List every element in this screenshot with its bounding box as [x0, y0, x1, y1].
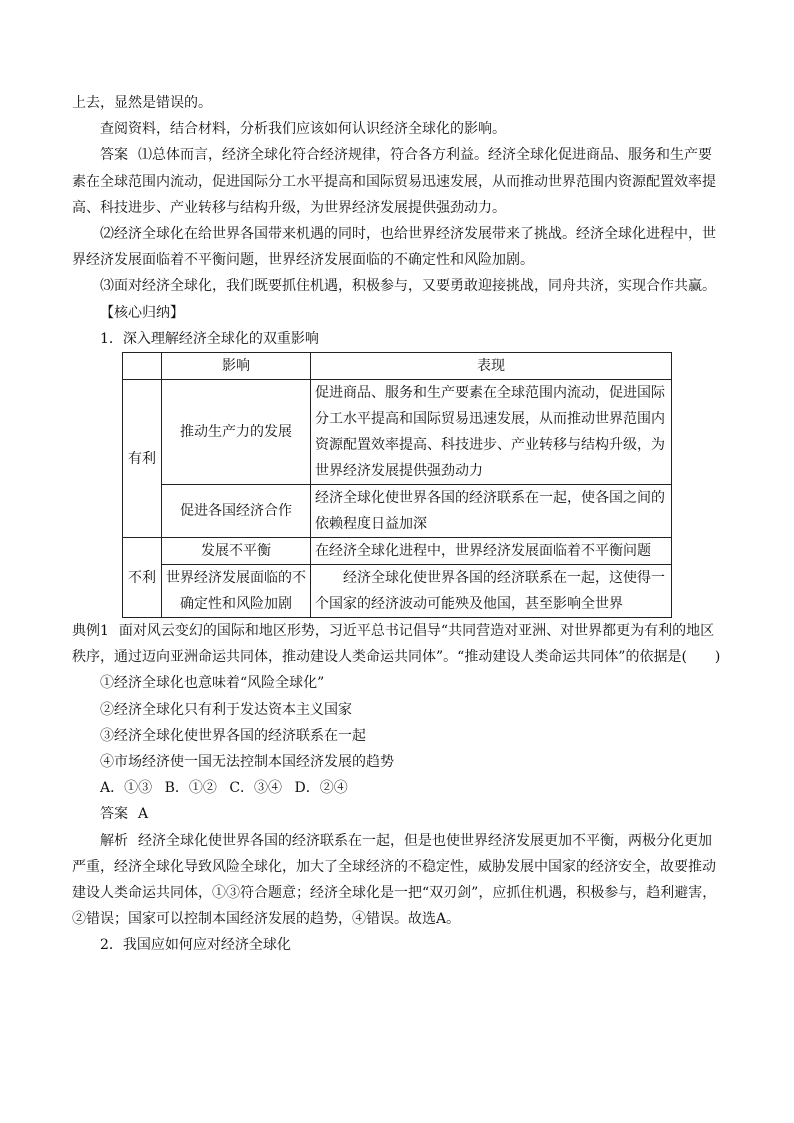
unfavorable-label: 不利: [123, 538, 162, 618]
favorable-label: 有利: [123, 380, 162, 538]
analysis-label: 解析: [100, 832, 128, 849]
table-cell-aspect: 发展不平衡: [162, 538, 311, 565]
table-cell-desc: 促进商品、服务和生产要素在全球范围内流动，促进国际分工水平提高和国际贸易迅速发展，从而推动世界范围内资源配置效率提高、科技进步、产业转移与结构升级，为世界经济发展提供强劲动力: [311, 380, 672, 485]
table-cell-desc: 经济全球化使世界各国的经济联系在一起，使各国之间的依赖程度日益加深: [311, 485, 672, 538]
answer-choices: [72, 775, 724, 801]
answer-paragraph-3: ⑶面对经济全球化，我们既要抓住机遇，积极参与，又要勇敢迎接挑战，同舟共济，实现合作共赢。: [100, 278, 716, 295]
example-label: 典例1: [72, 623, 109, 640]
choice-d: D．②④: [294, 780, 348, 797]
option-2: ②经济全球化只有利于发达资本主义国家: [100, 701, 352, 718]
table-row: [123, 538, 672, 565]
answer-text-1: ⑴总体而言，经济全球化符合经济规律，符合各方利益。经济全球化促进商品、服务和生产要素在全球范围内流动，促进国际分工水平提高和国际贸易迅速发展，从而推动世界范围内资源配置效率提高、科技进步、产业转移与结构升级，为世界经济发展提供强劲动力。: [72, 147, 716, 216]
table-cell-desc: 经济全球化使世界各国的经济联系在一起，这使得一个国家的经济波动可能殃及他国，甚至影响全世界: [311, 565, 672, 618]
table-header-row: [123, 353, 672, 380]
table-cell-aspect: 世界经济发展面临的不确定性和风险加剧: [162, 565, 311, 618]
example-stem-text: 面对风云变幻的国际和地区形势，习近平总书记倡导“共同营造对亚洲、对世界都更为有利的地区秩序，通过迈向亚洲命运共同体，推动建设人类命运共同体”。“推动建设人类命运共同体”的依据是( ): [72, 623, 721, 666]
example-answer: [72, 801, 724, 827]
example-answer-value: A: [138, 806, 149, 823]
option-3: ③经济全球化使世界各国的经济联系在一起: [100, 727, 366, 744]
table-row: [123, 565, 672, 618]
table-header-blank: [123, 353, 162, 380]
example-stem: [72, 618, 724, 670]
table-cell-aspect: 推动生产力的发展: [162, 380, 311, 485]
choice-b: B．①②: [164, 780, 217, 797]
table-header-desc: 表现: [311, 353, 672, 380]
choice-c: C．③④: [229, 780, 283, 797]
document-page: [72, 90, 724, 959]
table-row: [123, 485, 672, 538]
core-heading: 【核心归纳】: [100, 304, 184, 321]
impact-table: [122, 352, 672, 618]
choice-a: A．①③: [100, 780, 153, 797]
option-4: ④市场经济使一国无法控制本国经济发展的趋势: [100, 754, 394, 771]
table-header-aspect: 影响: [162, 353, 311, 380]
analysis-text: 经济全球化使世界各国的经济联系在一起，但是也使世界经济发展更加不平衡，两极分化更加严重，经济全球化导致风险全球化，加大了全球经济的不稳定性，威胁发展中国家的经济安全，故要推动建设人类命运共同体，①③符合题意；经济全球化是一把“双刃剑”，应抓住机遇，积极参与，趋利避害，②错误；国家可以控制本国经济发展的趋势，④错误。故选A。: [72, 832, 717, 928]
table-row: [123, 380, 672, 485]
answer-paragraph-2: ⑵经济全球化在给世界各国带来机遇的同时，也给世界经济发展带来了挑战。经济全球化进程中，世界经济发展面临着不平衡问题，世界经济发展面临的不确定性和风险加剧。: [72, 226, 716, 269]
table-cell-aspect: 促进各国经济合作: [162, 485, 311, 538]
question-line: 查阅资料，结合材料，分析我们应该如何认识经济全球化的影响。: [100, 121, 506, 138]
example-answer-label: 答案: [100, 806, 128, 823]
section-2-title: 2．我国应如何应对经济全球化: [100, 937, 291, 954]
intro-line: 上去，显然是错误的。: [72, 95, 212, 111]
section-1-title: 1．深入理解经济全球化的双重影响: [100, 330, 319, 347]
table-cell-desc: 在经济全球化进程中，世界经济发展面临着不平衡问题: [311, 538, 672, 565]
example-analysis: [72, 828, 724, 933]
option-1: ①经济全球化也意味着“风险全球化”: [100, 675, 325, 692]
answer-label: 答案: [100, 147, 128, 164]
answer-paragraph-1: [72, 142, 724, 221]
